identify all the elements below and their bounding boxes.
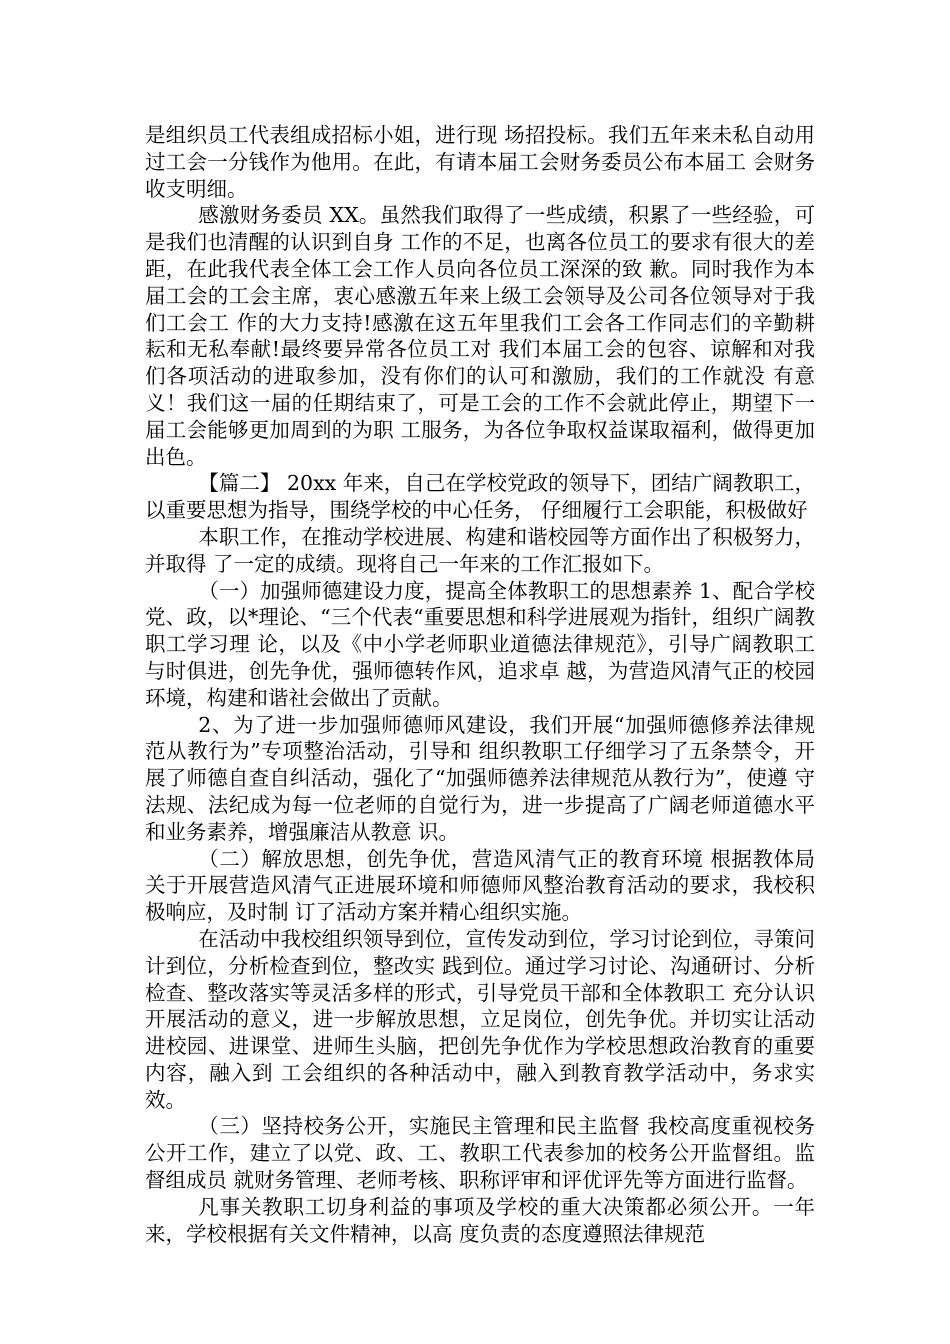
paragraph: 2、为了进一步加强师德师风建设，我们开展“加强师德修养法律规范从教行为”专项整治活动，引导和 组织教职工仔细学习了五条禁令，开展了师德自查自纠活动，强化了“加强师德养法律规范从教行为”，使遵 守法规、法纪成为每一位老师的自觉行为，进一步提高了广阔老师道德水平和业务素养，增强廉洁从教意 识。 — [145, 712, 815, 844]
paragraph: （三）坚持校务公开，实施民主管理和民主监督 我校高度重视校务公开工作，建立了以党、政、工、教职工代表参加的校务公开监督组。监督组成员 就财务管理、老师考核、职称评审和评优评先等方面进行监督。 — [145, 1114, 815, 1193]
paragraph: 凡事关教职工切身利益的事项及学校的重大决策都必须公开。一年来，学校根据有关文件精神，以高 度负责的态度遵照法律规范 — [145, 1194, 815, 1246]
paragraph: （二）解放思想，创先争优，营造风清气正的教育环境 根据教体局关于开展营造风清气正进展环境和师德师风整治教育活动的要求，我校积极响应，及时制 订了活动方案并精心组织实施。 — [145, 846, 815, 925]
paragraph: 是组织员工代表组成招标小姐，进行现 场招投标。我们五年来未私自动用过工会一分钱作为他用。在此，有请本届工会财务委员公布本届工 会财务收支明细。 — [145, 123, 815, 201]
paragraph: （一）加强师德建设力度，提高全体教职工的思想素养 1、配合学校党、政，以*理论、“三个代表“重要思想和科学进展观为指针，组织广阔教职工学习理 论，以及《中小学老师职业道德法律规范》，引导广阔教职工与时俱进，创先争优，强师德转作风，追求卓 越，为营造风清气正的校园环境，构建和谐社会做出了贡献。 — [145, 578, 815, 710]
paragraph: 感激财务委员 XX。虽然我们取得了一些成绩，积累了一些经验，可是我们也清醒的认识到自身 工作的不足，也离各位员工的要求有很大的差距，在此我代表全体工会工作人员向各位员工深深的致 歉。同时我作为本届工会的工会主席，衷心感激五年来上级工会领导及公司各位领导对于我们工会工 作的大力支持!感激在这五年里我们工会各工作同志们的辛勤耕耘和无私奉献!最终要异常各位员工对 我们本届工会的包容、谅解和对我们各项活动的进取参加，没有你们的认可和激励，我们的工作就没 有意义！我们这一届的任期结束了，可是工会的工作不会就此停止，期望下一届工会能够更加周到的为职 工服务，为各位争取权益谋取福利，做得更加出色。 — [145, 203, 815, 469]
document-body — [145, 122, 815, 1247]
paragraph: 本职工作，在推动学校进展、构建和谐校园等方面作出了积极努力，并取得 了一定的成绩。现将自己一年来的工作汇报如下。 — [145, 524, 815, 576]
paragraph: 【篇二】 20xx 年来，自己在学校党政的领导下，团结广阔教职工，以重要思想为指导，围绕学校的中心任务， 仔细履行工会职能，积极做好 — [145, 471, 815, 523]
paragraph: 在活动中我校组织领导到位，宣传发动到位，学习讨论到位，寻策问计到位，分析检查到位，整改实 践到位。通过学习讨论、沟通研讨、分析检查、整改落实等灵活多样的形式，引导党员干部和全体教职工 充分认识开展活动的意义，进一步解放思想，立足岗位，创先争优。并切实让活动进校园、进课堂、进师生头脑，把创先争优作为学校思想政治教育的重要内容，融入到 工会组织的各种活动中，融入到教育教学活动中，务求实效。 — [145, 926, 815, 1112]
